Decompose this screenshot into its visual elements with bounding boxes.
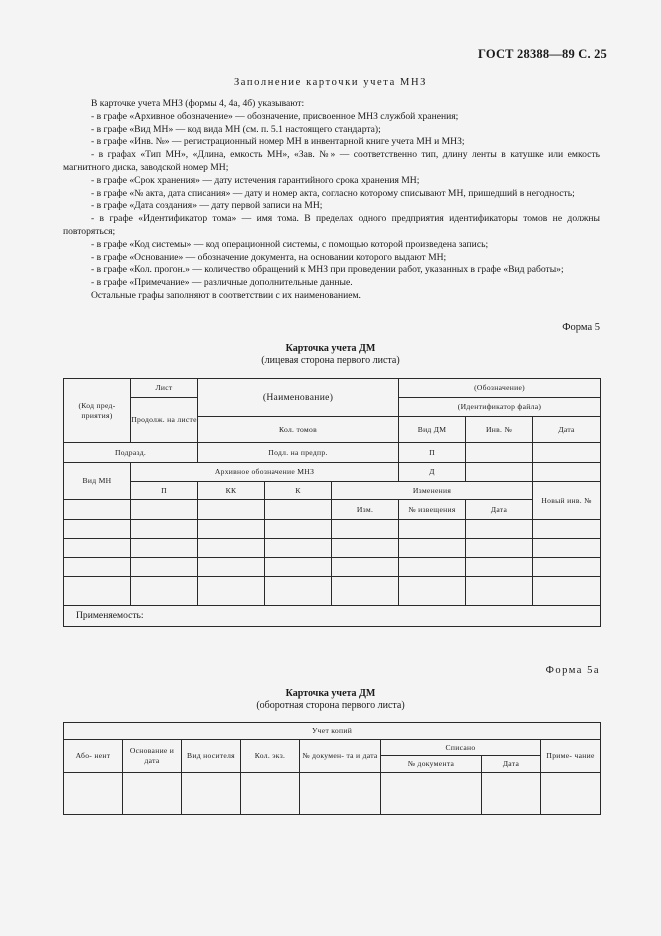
section-title: Заполнение карточки учета МНЗ — [233, 77, 428, 88]
cell-k: К — [265, 482, 332, 500]
table-row — [64, 773, 601, 815]
form5a-label: Форма 5а — [545, 665, 600, 676]
paragraph: - в графе «№ акта, дата списания» — дату и номер акта, согласно которому списывают МН, пришедший в негодность; — [91, 187, 575, 199]
paragraph: - в графе «Вид МН» — код вида МН (см. п. 5.1 настоящего стандарта); — [91, 123, 381, 135]
cell-abonent: Або- нент — [64, 740, 123, 773]
paragraph: - в графе «Основание» — обозначение документа, на основании которого выдают МН; — [91, 251, 447, 263]
cell-kol-tomov: Кол. томов — [198, 417, 399, 443]
cell-d-letter: Д — [399, 463, 466, 482]
page-header: ГОСТ 28388—89 С. 25 — [478, 47, 607, 61]
cell-prodolzh-na-liste: Продолж. на листе — [131, 398, 198, 443]
cell-list: Лист — [131, 379, 198, 398]
table-row — [64, 558, 601, 577]
paragraph: - в графе «Примечание» — различные дополнительные данные. — [91, 277, 353, 289]
table-row — [64, 520, 601, 539]
cell-uchet-kopiy: Учет копий — [64, 723, 601, 740]
cell-oboznachenie: (Обозначение) — [399, 379, 601, 398]
paragraph: Остальные графы заполняют в соответствии с их наименованием. — [91, 289, 361, 301]
cell-izm: Изм. — [332, 500, 399, 520]
cell-p: П — [131, 482, 198, 500]
form5a-table — [63, 722, 601, 815]
form5-label: Форма 5 — [562, 322, 600, 333]
cell-vid-mn: Вид МН — [64, 463, 131, 500]
cell-primechanie: Приме- чание — [541, 740, 601, 773]
form5-subtitle: (лицевая сторона первого листа) — [261, 355, 400, 366]
paragraph: - в графе «Кол. прогон.» — количество обращений к МНЗ при проведении работ, указанных в графе «Вид работы»; — [91, 264, 564, 276]
table-row — [64, 539, 601, 558]
cell-spisano: Списано — [381, 740, 541, 756]
paragraph: - в графе «Идентификатор тома» — имя тома. В пределах одного предприятия идентификаторы томов не должны повторяться; — [63, 213, 600, 237]
cell-podl-na-predpr: Подл. на предпр. — [198, 443, 399, 463]
form5-table — [63, 378, 601, 627]
paragraph: В карточке учета МНЗ (формы 4, 4а, 4б) указывают: — [91, 98, 305, 109]
cell-inv-no: Инв. № — [466, 417, 533, 443]
table-row — [64, 577, 601, 606]
cell-naimenovanie: (Наименование) — [198, 379, 399, 417]
form5-title-text: Карточка учета ДМ — [285, 343, 376, 354]
form5a-title-text: Карточка учета ДМ — [285, 688, 376, 699]
paragraph: - в графе «Код системы» — код операционной системы, с помощью которой произведена запись; — [91, 238, 489, 250]
paragraph: - в графе «Инв. №» — регистрационный номер МН в инвентарной книге учета МН и МНЗ; — [91, 136, 465, 148]
cell-data-spisano: Дата — [482, 756, 541, 773]
cell-noviy-inv-no: Новый инв. № — [533, 482, 601, 520]
body-text — [63, 98, 600, 303]
cell-arhiv-oboznachenie: Архивное обозначение МНЗ — [131, 463, 399, 482]
cell-podrazd: Подразд. — [64, 443, 198, 463]
cell-primenyaemost: Применяемость: — [64, 606, 601, 627]
cell-no-izvescheniya: № извещения — [399, 500, 466, 520]
cell-no-dok: № документа — [381, 756, 482, 773]
form5a-subtitle: (оборотная сторона первого листа) — [256, 700, 405, 711]
cell-vid-nositelya: Вид носителя — [182, 740, 241, 773]
cell-vid-dm: Вид ДМ — [399, 417, 466, 443]
cell-p-letter: П — [399, 443, 466, 463]
paragraph: - в графе «Срок хранения» — дату истечения гарантийного срока хранения МН; — [91, 174, 420, 186]
cell-kol-ekz: Кол. экз. — [241, 740, 300, 773]
paragraph: - в графе «Дата создания» — дату первой записи на МН; — [91, 200, 323, 212]
cell-identifikator: (Идентификатор файла) — [399, 398, 601, 417]
form5a-title — [0, 688, 661, 712]
paragraph: - в графе «Архивное обозначение» — обозначение, присвоенное МНЗ службой хранения; — [91, 110, 459, 122]
form5-title — [0, 343, 661, 367]
cell-izmeneniya: Изменения — [332, 482, 533, 500]
cell-data: Дата — [533, 417, 601, 443]
cell-osnovanie: Основание и дата — [123, 740, 182, 773]
cell-no-dokumenta-i-data: № докумен- та и дата — [300, 740, 381, 773]
paragraph: - в графах «Тип МН», «Длина, емкость МН», «Зав. №» — соответственно тип, длину ленты в катушке или емкость магнитного диска, заводской номер МН; — [63, 149, 600, 173]
cell-kod-predpriyatiya: (Код пред- приятия) — [64, 379, 131, 443]
cell-kk: КК — [198, 482, 265, 500]
cell-data-izm: Дата — [466, 500, 533, 520]
